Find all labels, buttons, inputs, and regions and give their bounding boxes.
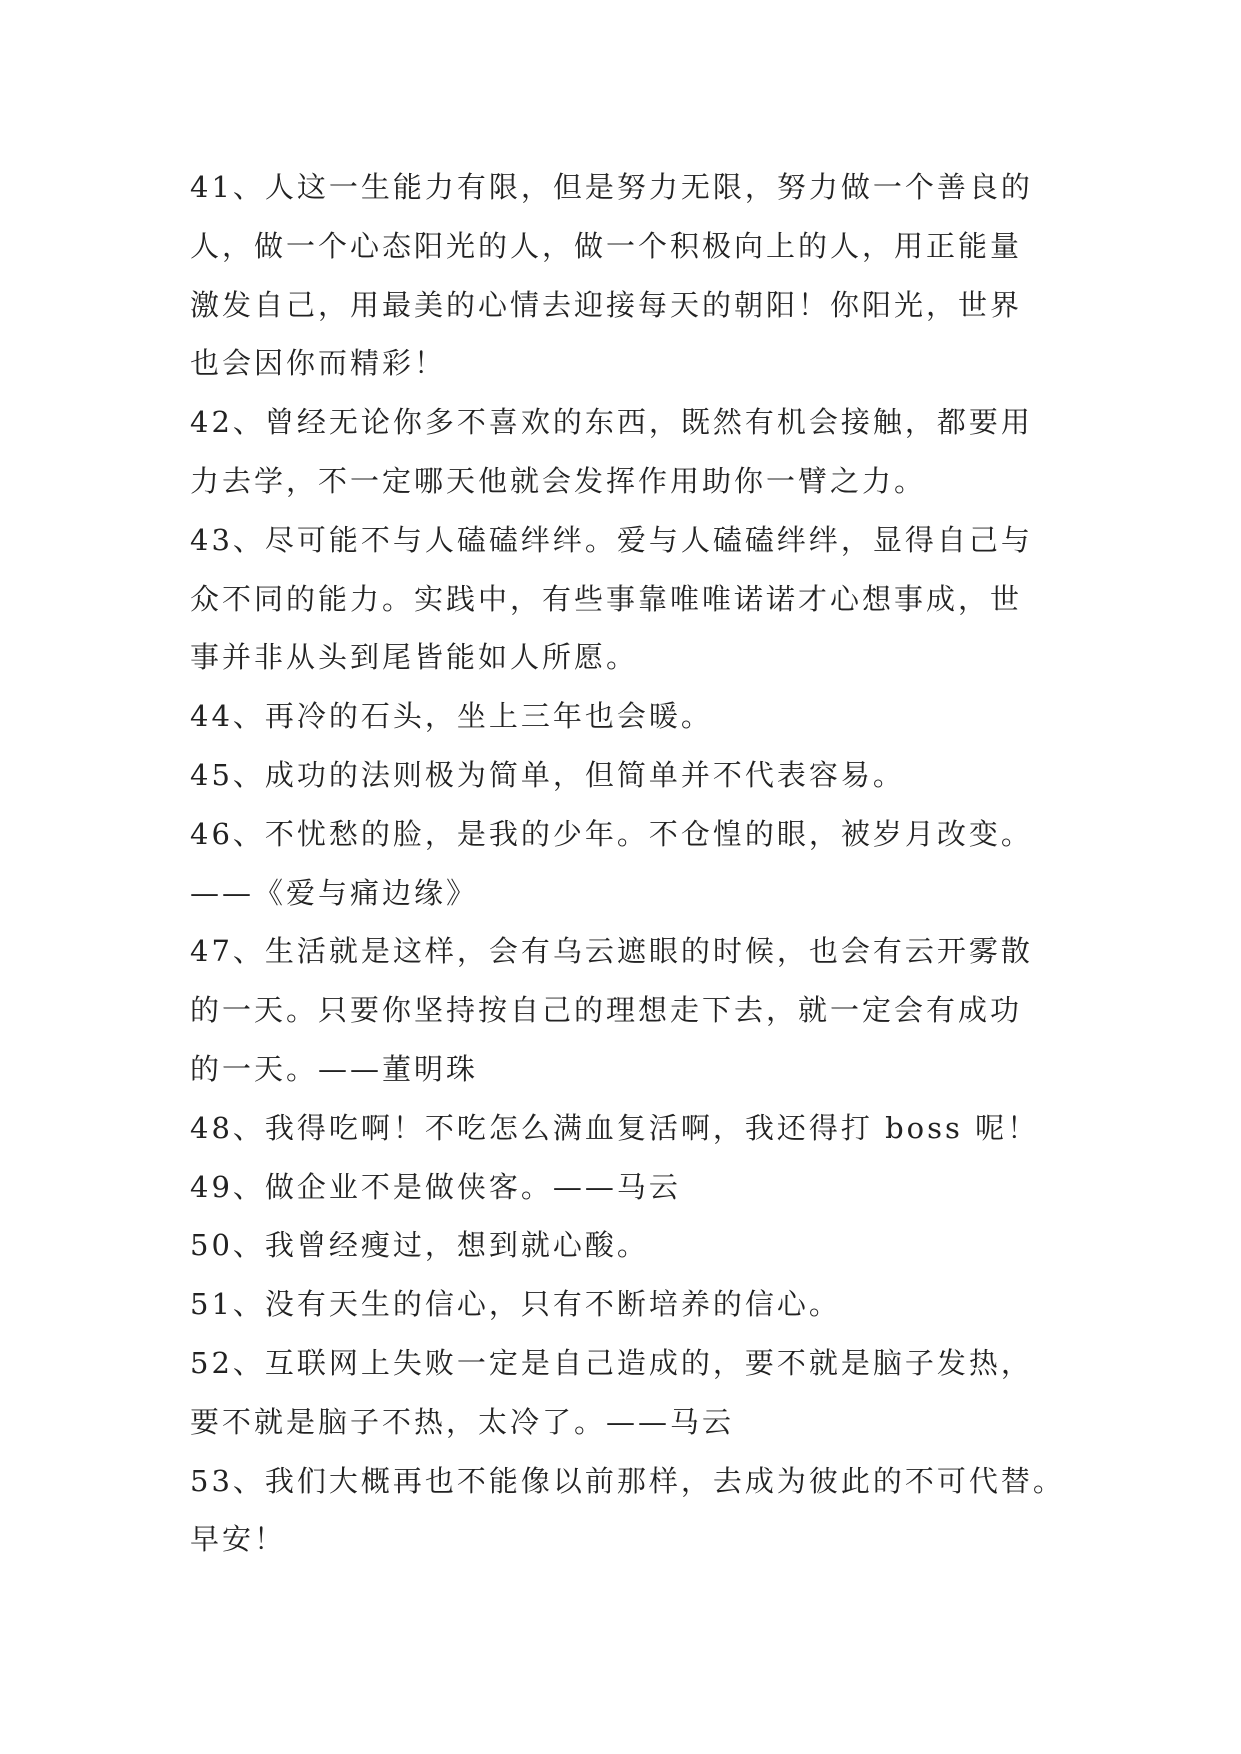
text-line: 51、没有天生的信心，只有不断培养的信心。 [190,1287,841,1322]
text-line: 的一天。只要你坚持按自己的理想走下去，就一定会有成功 [190,993,1023,1028]
text-line: 49、做企业不是做侠客。——马云 [190,1169,681,1204]
text-line: 42、曾经无论你多不喜欢的东西，既然有机会接触，都要用 [190,405,1033,440]
quote-paragraph-51 [190,1275,1070,1334]
text-line: 要不就是脑子不热，太冷了。——马云 [190,1404,735,1439]
text-line: 力去学，不一定哪天他就会发挥作用助你一臂之力。 [190,463,927,498]
text-line: 45、成功的法则极为简单，但简单并不代表容易。 [190,757,905,792]
text-line: 众不同的能力。实践中，有些事靠唯唯诺诺才心想事成，世 [190,581,1023,616]
text-line: 46、不忧愁的脸，是我的少年。不仓惶的眼，被岁月改变。 [190,816,1033,851]
quote-paragraph-50 [190,1216,1070,1275]
text-line: 41、人这一生能力有限，但是努力无限，努力做一个善良的 [190,170,1033,204]
quote-paragraph-41 [190,158,1070,393]
text-line: 44、再冷的石头，坐上三年也会暖。 [190,699,713,734]
text-line: 早安！ [190,1522,287,1557]
quote-paragraph-46 [190,805,1070,923]
text-line: 也会因你而精彩！ [190,346,447,381]
text-line: 50、我曾经瘦过，想到就心酸。 [190,1228,649,1263]
text-line: 53、我们大概再也不能像以前那样，去成为彼此的不可代替。 [190,1463,1065,1498]
text-line: 激发自己，用最美的心情去迎接每天的朝阳！你阳光，世界 [190,287,1023,322]
text-line: 47、生活就是这样，会有乌云遮眼的时候，也会有云开雾散 [190,934,1033,969]
quote-paragraph-42 [190,393,1070,511]
text-line: 事并非从头到尾皆能如人所愿。 [190,640,639,675]
quote-paragraph-43 [190,511,1070,687]
text-line: 的一天。——董明珠 [190,1051,479,1086]
quote-paragraph-47 [190,922,1070,1098]
text-line: 人，做一个心态阳光的人，做一个积极向上的人，用正能量 [190,228,1023,263]
quote-paragraph-45 [190,746,1070,805]
quote-paragraph-52 [190,1334,1070,1452]
document-body [190,158,1070,1569]
text-line: 43、尽可能不与人磕磕绊绊。爱与人磕磕绊绊，显得自己与 [190,522,1033,557]
text-line: 48、我得吃啊！不吃怎么满血复活啊，我还得打 boss 呢！ [190,1110,1040,1145]
quote-paragraph-44 [190,687,1070,746]
quote-paragraph-49 [190,1158,1070,1217]
text-line: ——《爱与痛边缘》 [190,875,479,910]
quote-paragraph-48 [190,1099,1070,1158]
quote-paragraph-53 [190,1452,1070,1570]
text-line: 52、互联网上失败一定是自己造成的，要不就是脑子发热， [190,1345,1033,1380]
